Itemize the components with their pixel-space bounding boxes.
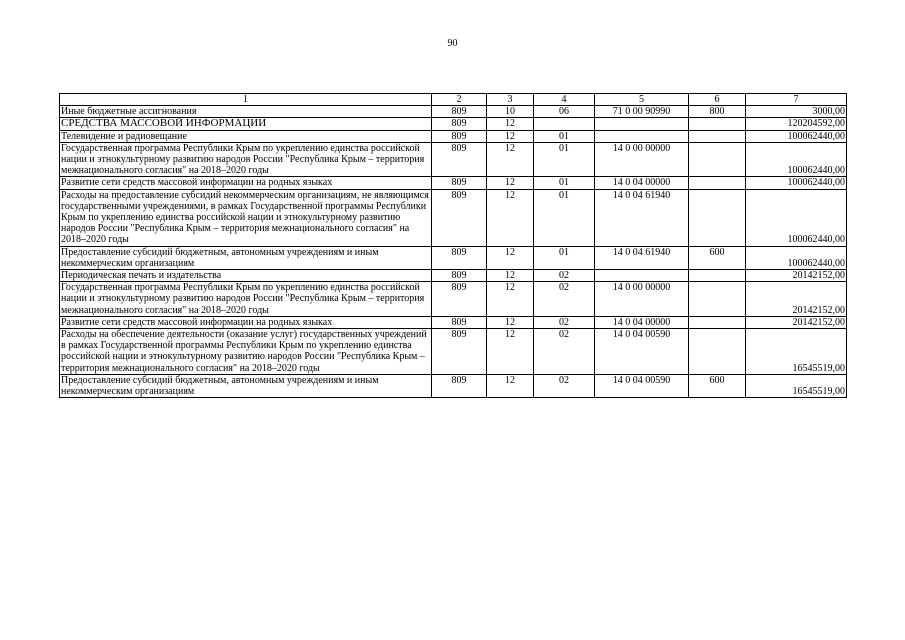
amount-cell: 100062440,00 xyxy=(746,177,847,189)
code-cell-c5: 14 0 00 00000 xyxy=(595,282,689,317)
table-row xyxy=(60,189,847,246)
code-cell-c6 xyxy=(689,329,746,375)
row-name-cell: Развитие сети средств массовой информации на родных языках xyxy=(60,316,432,328)
code-cell-c5: 14 0 04 61940 xyxy=(595,246,689,269)
row-name-cell: Телевидение и радиовещание xyxy=(60,130,432,142)
code-cell-c6: 800 xyxy=(689,106,746,118)
code-cell-c5 xyxy=(595,270,689,282)
code-cell-c5: 14 0 04 61940 xyxy=(595,189,689,246)
code-cell-c6 xyxy=(689,270,746,282)
code-cell-c2: 809 xyxy=(432,374,487,397)
code-cell-c2: 809 xyxy=(432,189,487,246)
code-cell-c4: 06 xyxy=(534,106,595,118)
amount-cell: 100062440,00 xyxy=(746,130,847,142)
code-cell-c4: 02 xyxy=(534,329,595,375)
table-row xyxy=(60,270,847,282)
code-cell-c2: 809 xyxy=(432,270,487,282)
code-cell-c5 xyxy=(595,130,689,142)
code-cell-c4: 02 xyxy=(534,316,595,328)
code-cell-c6 xyxy=(689,316,746,328)
code-cell-c3: 10 xyxy=(487,106,534,118)
code-cell-c6 xyxy=(689,142,746,177)
code-cell-c5 xyxy=(595,118,689,130)
header-cell: 3 xyxy=(487,94,534,106)
table-row xyxy=(60,329,847,375)
table-row xyxy=(60,106,847,118)
amount-cell: 100062440,00 xyxy=(746,142,847,177)
page-number: 90 xyxy=(447,38,458,49)
row-name-cell: Государственная программа Республики Крым по укреплению единства российской нации и этнокультурному развитию народов России "Республика Крым – территория межнационального согласия" на 2018–2020 годы xyxy=(60,282,432,317)
code-cell-c3: 12 xyxy=(487,282,534,317)
row-name-cell: Развитие сети средств массовой информации на родных языках xyxy=(60,177,432,189)
header-cell: 2 xyxy=(432,94,487,106)
table-row xyxy=(60,316,847,328)
amount-cell: 100062440,00 xyxy=(746,246,847,269)
code-cell-c2: 809 xyxy=(432,246,487,269)
header-cell: 1 xyxy=(60,94,432,106)
code-cell-c4: 02 xyxy=(534,282,595,317)
code-cell-c3: 12 xyxy=(487,270,534,282)
code-cell-c6 xyxy=(689,282,746,317)
code-cell-c4 xyxy=(534,118,595,130)
amount-cell: 20142152,00 xyxy=(746,282,847,317)
table-row xyxy=(60,118,847,130)
table-header-row xyxy=(60,94,847,106)
code-cell-c2: 809 xyxy=(432,142,487,177)
code-cell-c5: 14 0 04 00590 xyxy=(595,329,689,375)
code-cell-c4: 01 xyxy=(534,177,595,189)
code-cell-c5: 14 0 04 00000 xyxy=(595,177,689,189)
amount-cell: 16545519,00 xyxy=(746,374,847,397)
code-cell-c5: 71 0 00 90990 xyxy=(595,106,689,118)
header-cell: 4 xyxy=(534,94,595,106)
code-cell-c6 xyxy=(689,177,746,189)
code-cell-c5: 14 0 00 00000 xyxy=(595,142,689,177)
table-row xyxy=(60,130,847,142)
header-cell: 6 xyxy=(689,94,746,106)
code-cell-c3: 12 xyxy=(487,316,534,328)
amount-cell: 3000,00 xyxy=(746,106,847,118)
row-name-cell: Расходы на предоставление субсидий некоммерческим организациям, не являющимся государственными учреждениями, в рамках Государственной программы Республики Крым по укреплению единства российской нации и этнокультурному развитию народов России "Республика Крым – территория межнационального согласия" на 2018–2020 годы xyxy=(60,189,432,246)
code-cell-c4: 01 xyxy=(534,246,595,269)
header-cell: 5 xyxy=(595,94,689,106)
table-row xyxy=(60,177,847,189)
budget-table xyxy=(59,93,847,398)
amount-cell: 20142152,00 xyxy=(746,270,847,282)
code-cell-c2: 809 xyxy=(432,329,487,375)
code-cell-c4: 02 xyxy=(534,270,595,282)
row-name-cell: Предоставление субсидий бюджетным, автономным учреждениям и иным некоммерческим организациям xyxy=(60,246,432,269)
code-cell-c2: 809 xyxy=(432,118,487,130)
code-cell-c3: 12 xyxy=(487,118,534,130)
code-cell-c6 xyxy=(689,189,746,246)
code-cell-c4: 01 xyxy=(534,130,595,142)
code-cell-c6: 600 xyxy=(689,374,746,397)
code-cell-c6 xyxy=(689,130,746,142)
code-cell-c3: 12 xyxy=(487,189,534,246)
row-name-cell: Периодическая печать и издательства xyxy=(60,270,432,282)
code-cell-c2: 809 xyxy=(432,177,487,189)
table-row xyxy=(60,282,847,317)
table-row xyxy=(60,246,847,269)
code-cell-c3: 12 xyxy=(487,142,534,177)
amount-cell: 20142152,00 xyxy=(746,316,847,328)
code-cell-c4: 01 xyxy=(534,189,595,246)
code-cell-c3: 12 xyxy=(487,177,534,189)
code-cell-c4: 02 xyxy=(534,374,595,397)
amount-cell: 120204592,00 xyxy=(746,118,847,130)
code-cell-c4: 01 xyxy=(534,142,595,177)
amount-cell: 100062440,00 xyxy=(746,189,847,246)
code-cell-c6: 600 xyxy=(689,246,746,269)
code-cell-c5: 14 0 04 00590 xyxy=(595,374,689,397)
table-row xyxy=(60,142,847,177)
code-cell-c6 xyxy=(689,118,746,130)
row-name-cell: Иные бюджетные ассигнования xyxy=(60,106,432,118)
row-name-cell: Предоставление субсидий бюджетным, автономным учреждениям и иным некоммерческим организациям xyxy=(60,374,432,397)
code-cell-c3: 12 xyxy=(487,374,534,397)
table-row xyxy=(60,374,847,397)
code-cell-c2: 809 xyxy=(432,282,487,317)
row-name-cell: СРЕДСТВА МАССОВОЙ ИНФОРМАЦИИ xyxy=(60,118,432,130)
code-cell-c3: 12 xyxy=(487,329,534,375)
code-cell-c5: 14 0 04 00000 xyxy=(595,316,689,328)
code-cell-c2: 809 xyxy=(432,130,487,142)
code-cell-c3: 12 xyxy=(487,246,534,269)
code-cell-c2: 809 xyxy=(432,316,487,328)
code-cell-c3: 12 xyxy=(487,130,534,142)
row-name-cell: Государственная программа Республики Крым по укреплению единства российской нации и этнокультурному развитию народов России "Республика Крым – территория межнационального согласия" на 2018–2020 годы xyxy=(60,142,432,177)
header-cell: 7 xyxy=(746,94,847,106)
row-name-cell: Расходы на обеспечение деятельности (оказание услуг) государственных учреждений в рамках Государственной программы Республики Крым по укреплению единства российской нации и этнокультурному развитию народов России "Республика Крым – территория межнационального согласия" на 2018–2020 годы xyxy=(60,329,432,375)
amount-cell: 16545519,00 xyxy=(746,329,847,375)
code-cell-c2: 809 xyxy=(432,106,487,118)
